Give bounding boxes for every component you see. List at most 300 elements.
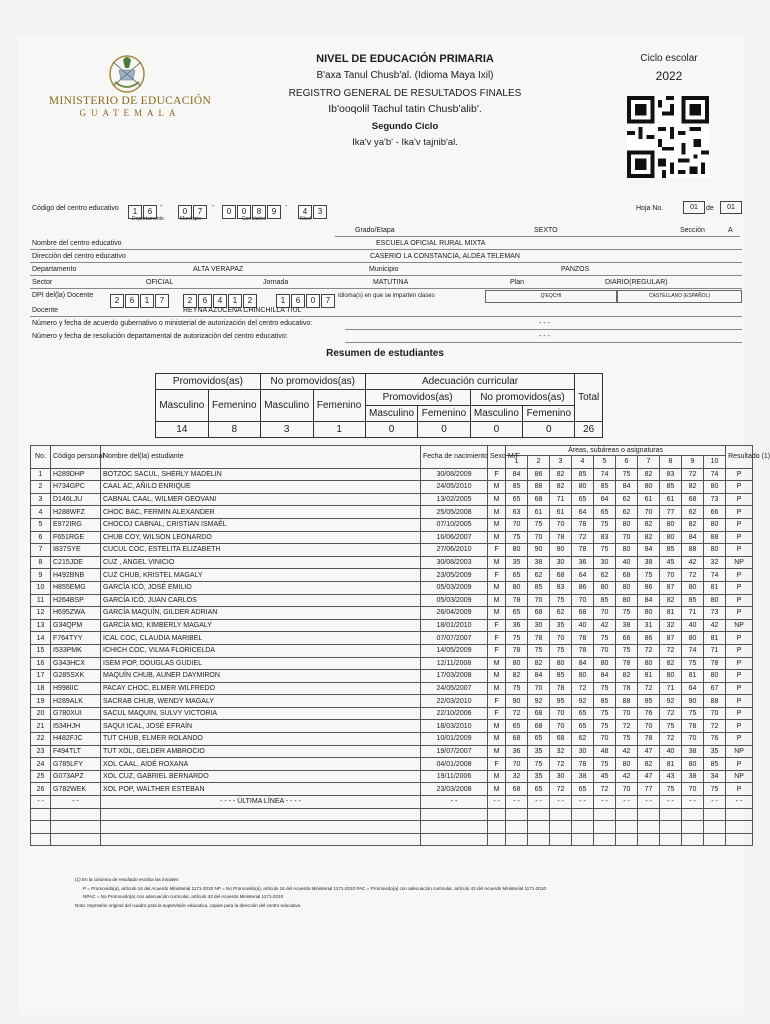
grade-5: 75 [594, 632, 616, 645]
birth-date: 23/03/2008 [421, 783, 488, 796]
grade-6: 62 [616, 506, 638, 519]
grade-8: 92 [660, 695, 682, 708]
sex: M [488, 783, 506, 796]
grade-1: 80 [506, 657, 528, 670]
empty-cell [550, 833, 572, 846]
summary-male: Masculino [260, 390, 313, 422]
grade-10: 67 [704, 682, 726, 695]
grade-7: 84 [638, 544, 660, 557]
municipality-value: PANZOS [561, 266, 590, 273]
grade-5: 45 [594, 770, 616, 783]
result: P [726, 758, 753, 771]
student-name: CUCUL COC, ESTELITA ELIZABETH [101, 544, 421, 557]
empty-cell: - - [594, 796, 616, 809]
footnote: Nota: Impresión original del cuadro para la supervisión educativa, copias para la dirección del centro educativo. [75, 902, 302, 908]
last-line-row [31, 796, 753, 809]
agreement-value: - - - [539, 320, 550, 327]
grade-7: 86 [638, 632, 660, 645]
result: P [726, 581, 753, 594]
empty-cell [31, 833, 51, 846]
row-number: 24 [31, 758, 51, 771]
student-code: I533PMK [51, 644, 101, 657]
table-row [31, 569, 753, 582]
code-sublabel: Municipio [180, 216, 202, 222]
grade-8: 81 [660, 607, 682, 620]
grade-7: 47 [638, 745, 660, 758]
col-area-1: 1 [506, 456, 528, 469]
summary-value: 1 [313, 422, 365, 438]
student-code: D146LJU [51, 493, 101, 506]
code-muni: 0 7 [178, 201, 208, 219]
birth-date: 12/11/2008 [421, 657, 488, 670]
grade-7: 76 [638, 707, 660, 720]
result: P [726, 468, 753, 481]
grade-3: 61 [550, 506, 572, 519]
row-number: 25 [31, 770, 51, 783]
grade-10: 85 [704, 758, 726, 771]
grade-10: 80 [704, 670, 726, 683]
grade-6: 82 [616, 670, 638, 683]
grade-10: 73 [704, 493, 726, 506]
birth-date: 22/10/2006 [421, 707, 488, 720]
student-code: H855EMG [51, 581, 101, 594]
grade-3: 95 [550, 695, 572, 708]
sex: F [488, 695, 506, 708]
student-name: CABNAL CAAL, WILMER GEOVANI [101, 493, 421, 506]
grade-3: 30 [550, 556, 572, 569]
student-name: CHUB COY, WILSON LEONARDO [101, 531, 421, 544]
result: P [726, 783, 753, 796]
empty-cell [51, 808, 101, 821]
grade-1: 36 [506, 619, 528, 632]
sex: M [488, 556, 506, 569]
empty-cell [682, 833, 704, 846]
grade-8: 32 [660, 619, 682, 632]
birth-date: 07/07/2007 [421, 632, 488, 645]
grade-8: 71 [660, 682, 682, 695]
grade-4: 92 [572, 695, 594, 708]
grade-9: 72 [682, 569, 704, 582]
table-row [31, 468, 753, 481]
shift-label: Jornada [263, 279, 289, 286]
result: P [726, 657, 753, 670]
grade-1: 65 [506, 493, 528, 506]
row-number: 16 [31, 657, 51, 670]
dpi-group-1: 2 6 1 7 [110, 290, 170, 308]
grade-8: 81 [660, 758, 682, 771]
student-code: H482FJC [51, 733, 101, 746]
empty-cell [572, 808, 594, 821]
row-number: 23 [31, 745, 51, 758]
result: NP [726, 619, 753, 632]
row-number: 18 [31, 682, 51, 695]
grade-9: 85 [682, 594, 704, 607]
grade-4: 38 [572, 770, 594, 783]
grade-6: 68 [616, 569, 638, 582]
grade-10: 70 [704, 707, 726, 720]
result: P [726, 607, 753, 620]
grade-10: 80 [704, 594, 726, 607]
grade-3: 62 [550, 607, 572, 620]
sex: F [488, 569, 506, 582]
grade-value: SEXTO [534, 227, 558, 234]
grade-1: 65 [506, 720, 528, 733]
grade-5: 74 [594, 468, 616, 481]
plan-value: DIARIO(REGULAR) [605, 279, 668, 286]
empty-cell: - - [660, 796, 682, 809]
grade-9: 81 [682, 670, 704, 683]
grade-9: 72 [682, 468, 704, 481]
student-name: SACUL MAQUIN, SULVY VICTORIA [101, 707, 421, 720]
grade-9: 74 [682, 644, 704, 657]
grade-8: 80 [660, 531, 682, 544]
empty-cell [572, 821, 594, 834]
summary-male: Masculino [470, 406, 523, 422]
grade-2: 68 [528, 707, 550, 720]
empty-cell [51, 821, 101, 834]
grade-1: 78 [506, 594, 528, 607]
table-row [31, 581, 753, 594]
student-name: ICHICH COC, VILMA FLORICELDA [101, 644, 421, 657]
sex: M [488, 493, 506, 506]
grade-2: 65 [528, 783, 550, 796]
grade-10: 88 [704, 695, 726, 708]
footnotes [75, 876, 546, 910]
code-sublabel: Correlativo [242, 216, 267, 222]
birth-date: 10/01/2009 [421, 733, 488, 746]
birth-date: 19/07/2007 [421, 745, 488, 758]
of-label: de [706, 205, 714, 212]
summary-female: Femenino [418, 406, 470, 422]
birth-date: 24/05/2010 [421, 481, 488, 494]
grade-8: 82 [660, 657, 682, 670]
birth-date: 14/05/2009 [421, 644, 488, 657]
row-number: 14 [31, 632, 51, 645]
grade-7: 82 [638, 468, 660, 481]
table-row [31, 518, 753, 531]
row-number: 9 [31, 569, 51, 582]
empty-cell: - - [572, 796, 594, 809]
grade-7: 31 [638, 619, 660, 632]
level-title: NIVEL DE EDUCACIÓN PRIMARIA [316, 53, 494, 65]
grade-5: 70 [594, 733, 616, 746]
grade-7: 38 [638, 556, 660, 569]
grade-4: 64 [572, 506, 594, 519]
col-name: Nombre del(la) estudiante [101, 446, 421, 469]
student-name: GARCÍA ICÓ, JOSÉ EMILIO [101, 581, 421, 594]
empty-cell [421, 808, 488, 821]
grade-10: 76 [704, 733, 726, 746]
grade-9: 80 [682, 581, 704, 594]
grade-6: 70 [616, 707, 638, 720]
grade-10: 80 [704, 518, 726, 531]
coat-of-arms-icon [107, 52, 147, 94]
grade-4: 40 [572, 619, 594, 632]
sector-label: Sector [32, 279, 53, 286]
grade-5: 75 [594, 720, 616, 733]
grade-4: 65 [572, 783, 594, 796]
school-year-label: Ciclo escolar [640, 53, 698, 64]
grade-2: 75 [528, 758, 550, 771]
grade-8: 40 [660, 745, 682, 758]
grade-8: 83 [660, 468, 682, 481]
grade-3: 35 [550, 619, 572, 632]
grade-3: 80 [550, 544, 572, 557]
empty-cell [616, 821, 638, 834]
student-name: MAQUÍN CHUB, AUNER DAYMIRON [101, 670, 421, 683]
footnote: (1) En la columna de resultado escriba las iniciales [75, 877, 179, 882]
student-name: BOTZOC SACUL, SHERLY MADELIN [101, 468, 421, 481]
grade-6: 75 [616, 733, 638, 746]
summary-male: Masculino [156, 390, 209, 422]
table-row [31, 670, 753, 683]
grade-1: 80 [506, 544, 528, 557]
student-name: TUT CHUB, ELMER ROLANDO [101, 733, 421, 746]
table-row [31, 682, 753, 695]
student-name: ISEM POP, DOUGLAS GUDIEL [101, 657, 421, 670]
summary-table [155, 373, 603, 438]
grade-7: 78 [638, 733, 660, 746]
summary-value: 8 [208, 422, 260, 438]
empty-cell [488, 833, 506, 846]
grade-6: 84 [616, 481, 638, 494]
summary-value: 0 [523, 422, 575, 438]
teacher-name: REYNA AZUCENA CHINCHILLA TIUL [183, 307, 302, 314]
grade-7: 80 [638, 607, 660, 620]
grade-5: 75 [594, 544, 616, 557]
birth-date: 05/03/2009 [421, 594, 488, 607]
grade-1: 35 [506, 556, 528, 569]
grade-3: 78 [550, 531, 572, 544]
result: P [726, 720, 753, 733]
table-row [31, 733, 753, 746]
grade-5: 48 [594, 745, 616, 758]
grade-1: 68 [506, 783, 528, 796]
grade-8: 75 [660, 783, 682, 796]
grade-7: 75 [638, 569, 660, 582]
grade-6: 66 [616, 632, 638, 645]
empty-cell [488, 808, 506, 821]
grade-3: 75 [550, 644, 572, 657]
grade-9: 78 [682, 720, 704, 733]
grade-6: 70 [616, 783, 638, 796]
empty-cell [421, 833, 488, 846]
birth-date: 05/03/2009 [421, 581, 488, 594]
grade-5: 75 [594, 682, 616, 695]
sex: F [488, 619, 506, 632]
row-number: 11 [31, 594, 51, 607]
grade-3: 70 [550, 632, 572, 645]
table-row [31, 493, 753, 506]
empty-cell: - - [528, 796, 550, 809]
grade-10: 88 [704, 531, 726, 544]
birth-date: 27/06/2010 [421, 544, 488, 557]
grade-3: 32 [550, 745, 572, 758]
cycle-maya: Ika'v ya'b' - Ika'v tajnib'al. [352, 137, 458, 148]
sex: F [488, 707, 506, 720]
grade-3: 82 [550, 481, 572, 494]
col-area-5: 5 [594, 456, 616, 469]
col-area-2: 2 [528, 456, 550, 469]
grade-4: 36 [572, 556, 594, 569]
grade-5: 64 [594, 493, 616, 506]
birth-date: 30/08/2009 [421, 468, 488, 481]
grade-6: 80 [616, 594, 638, 607]
table-row [31, 758, 753, 771]
grade-7: 61 [638, 493, 660, 506]
empty-cell [704, 833, 726, 846]
grade-4: 78 [572, 518, 594, 531]
birth-date: 16/06/2007 [421, 531, 488, 544]
grade-10: 80 [704, 544, 726, 557]
grade-9: 70 [682, 733, 704, 746]
row-number: 6 [31, 531, 51, 544]
empty-cell [506, 821, 528, 834]
result: P [726, 632, 753, 645]
birth-date: 25/05/2008 [421, 506, 488, 519]
summary-title: Resumen de estudiantes [326, 348, 444, 359]
empty-cell [488, 821, 506, 834]
grade-8: 45 [660, 556, 682, 569]
student-code: H289DHP [51, 468, 101, 481]
student-name: CUZ , ANGEL VINICIO [101, 556, 421, 569]
language-1: Q'EQCHI [485, 290, 617, 303]
empty-cell [51, 833, 101, 846]
sex: M [488, 531, 506, 544]
grade-8: 87 [660, 581, 682, 594]
grade-9: 82 [682, 518, 704, 531]
resolution-value: - - - [539, 333, 550, 340]
table-row [31, 544, 753, 557]
last-line-marker: - - - - ÚLTIMA LÍNEA - - - - [101, 796, 421, 809]
student-name: GARCÍA ICÓ, JUAN CARLOS [101, 594, 421, 607]
grade-7: 72 [638, 644, 660, 657]
grade-6: 40 [616, 556, 638, 569]
grade-6: 78 [616, 657, 638, 670]
empty-cell [638, 833, 660, 846]
code-level: 4 3 [298, 201, 328, 219]
code-sublabel: Nivel [300, 216, 312, 222]
grade-10: 81 [704, 632, 726, 645]
teacher-label: Docente [32, 307, 59, 314]
row-number: 13 [31, 619, 51, 632]
grade-2: 90 [528, 544, 550, 557]
empty-cell [660, 833, 682, 846]
birth-date: 17/03/2008 [421, 670, 488, 683]
empty-cell: - - [616, 796, 638, 809]
page-label: Hoja No. [636, 205, 664, 212]
sex: M [488, 745, 506, 758]
grade-10: 81 [704, 581, 726, 594]
col-areas: Áreas, subáreas o asignaturas [506, 446, 726, 456]
grade-9: 68 [682, 493, 704, 506]
grade-6: 80 [616, 758, 638, 771]
result: NP [726, 770, 753, 783]
grade-label: Grado/Etapa [355, 227, 395, 234]
birth-date: 19/11/2006 [421, 770, 488, 783]
result: P [726, 506, 753, 519]
students-table [30, 445, 770, 846]
grade-10: 32 [704, 556, 726, 569]
student-code: E972IRG [51, 518, 101, 531]
grade-2: 61 [528, 506, 550, 519]
grade-2: 68 [528, 720, 550, 733]
municipality-label: Municipio [369, 266, 399, 273]
sex: M [488, 682, 506, 695]
empty-cell [704, 808, 726, 821]
table-row [31, 619, 753, 632]
empty-cell [594, 821, 616, 834]
grade-10: 35 [704, 745, 726, 758]
grade-8: 80 [660, 670, 682, 683]
grade-2: 86 [528, 468, 550, 481]
empty-cell [594, 808, 616, 821]
grade-9: 38 [682, 745, 704, 758]
empty-cell [101, 833, 421, 846]
grade-4: 72 [572, 682, 594, 695]
table-row [31, 632, 753, 645]
sex: M [488, 581, 506, 594]
grade-1: 65 [506, 607, 528, 620]
grade-5: 85 [594, 594, 616, 607]
result: P [726, 644, 753, 657]
grade-3: 85 [550, 670, 572, 683]
grade-8: 70 [660, 569, 682, 582]
footnote: P = Promovido(a), artículo 16 del Acuerdo Ministerial 1171-2010 NP = No Promovido(a), artículo 16 del Acuerdo Ministerial 1171-2010 PAC = Promovido(a) con adecuación curricular, artículo 43 del Acuerdo Ministerial 1171-2010 [83, 885, 547, 891]
grade-7: 86 [638, 581, 660, 594]
student-name: CHOC BAC, FERMIN ALEXANDER [101, 506, 421, 519]
col-birth: Fecha de nacimiento [421, 446, 488, 469]
grade-2: 75 [528, 644, 550, 657]
grade-9: 70 [682, 783, 704, 796]
result: P [726, 493, 753, 506]
col-area-9: 9 [682, 456, 704, 469]
empty-cell: - - [488, 796, 506, 809]
empty-cell [660, 821, 682, 834]
grade-9: 71 [682, 607, 704, 620]
table-row [31, 594, 753, 607]
grade-1: 78 [506, 644, 528, 657]
col-no: No. [31, 446, 51, 469]
grade-8: 75 [660, 720, 682, 733]
grade-1: 75 [506, 531, 528, 544]
empty-cell: - - [550, 796, 572, 809]
grade-8: 72 [660, 707, 682, 720]
birth-date: 23/05/2009 [421, 569, 488, 582]
student-name: XOL POP, WALTHER ESTEBAN [101, 783, 421, 796]
row-number: 10 [31, 581, 51, 594]
grade-5: 83 [594, 531, 616, 544]
empty-cell [704, 821, 726, 834]
resolution-label: Número y fecha de resolución departamental de autorización del centro educativo: [32, 333, 288, 340]
student-name: CHOCOJ CABNAL, CRISTIAN ISMAÉL [101, 518, 421, 531]
birth-date: 13/02/2005 [421, 493, 488, 506]
grade-10: 66 [704, 506, 726, 519]
country-name: GUATEMALA [79, 108, 181, 118]
table-row [31, 481, 753, 494]
grade-9: 62 [682, 506, 704, 519]
empty-cell: - - [421, 796, 488, 809]
grade-1: 84 [506, 468, 528, 481]
sex: M [488, 770, 506, 783]
grade-8: 80 [660, 518, 682, 531]
shift-value: MATUTINA [373, 279, 409, 286]
grade-10: 74 [704, 569, 726, 582]
summary-male: Masculino [365, 406, 418, 422]
grade-3: 80 [550, 657, 572, 670]
student-code: H264BSP [51, 594, 101, 607]
birth-date: 22/03/2010 [421, 695, 488, 708]
